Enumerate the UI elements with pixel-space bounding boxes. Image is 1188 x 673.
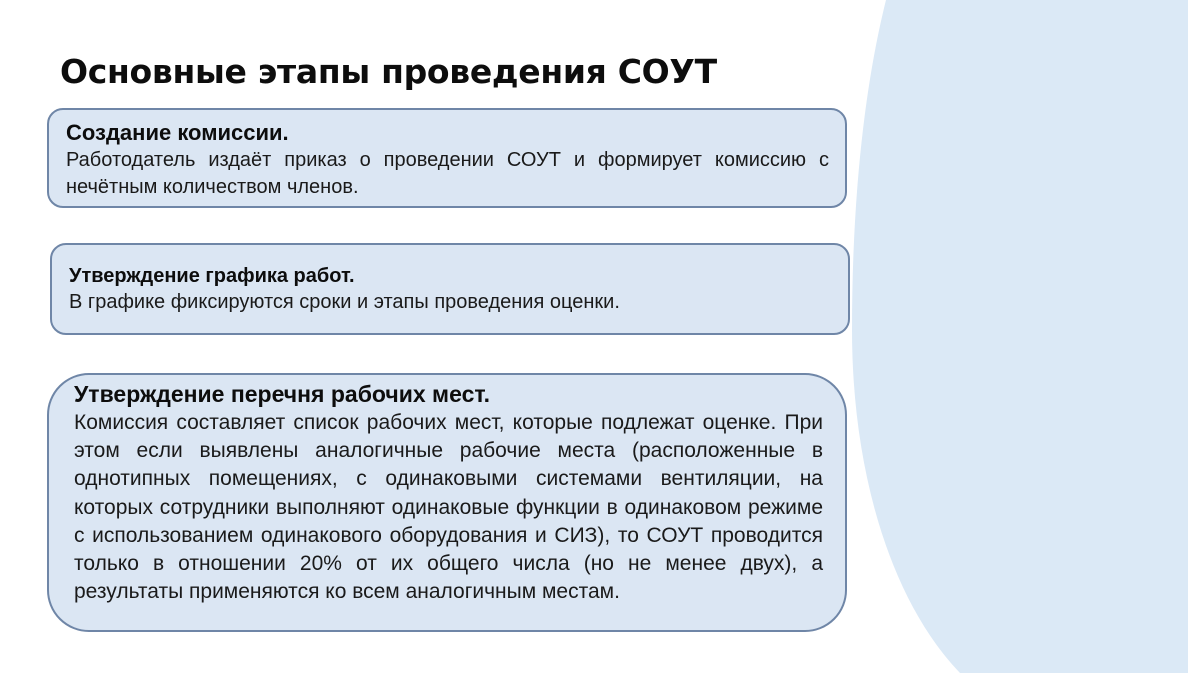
stage-card-commission xyxy=(47,108,847,208)
stage-heading: Утверждение графика работ. xyxy=(69,265,355,287)
stage-description: Работодатель издаёт приказ о проведении СОУТ и формирует комиссию с нечётным количеством членов. xyxy=(66,149,829,198)
stage-description: Комиссия составляет список рабочих мест, которые подлежат оценке. При этом если выявлены аналогичные рабочие места (расположенные в однотипных помещениях, с одинаковыми системами вентиляции, на которых сотрудники выполняют одинаковые функции в одинаковом режиме с использованием одинакового оборудования и СИЗ), то СОУТ проводится только в отношении 20% от их общего числа (но не менее двух), а результаты применяются ко всем аналогичным местам. xyxy=(74,411,823,604)
stage-card-schedule xyxy=(50,243,850,335)
stage-description: В графике фиксируются сроки и этапы проведения оценки. xyxy=(69,291,620,313)
slide-title: Основные этапы проведения СОУТ xyxy=(60,52,717,91)
stage-card-workplaces xyxy=(47,373,847,632)
stage-heading: Утверждение перечня рабочих мест. xyxy=(74,381,490,407)
stage-heading: Создание комиссии. xyxy=(66,120,289,145)
